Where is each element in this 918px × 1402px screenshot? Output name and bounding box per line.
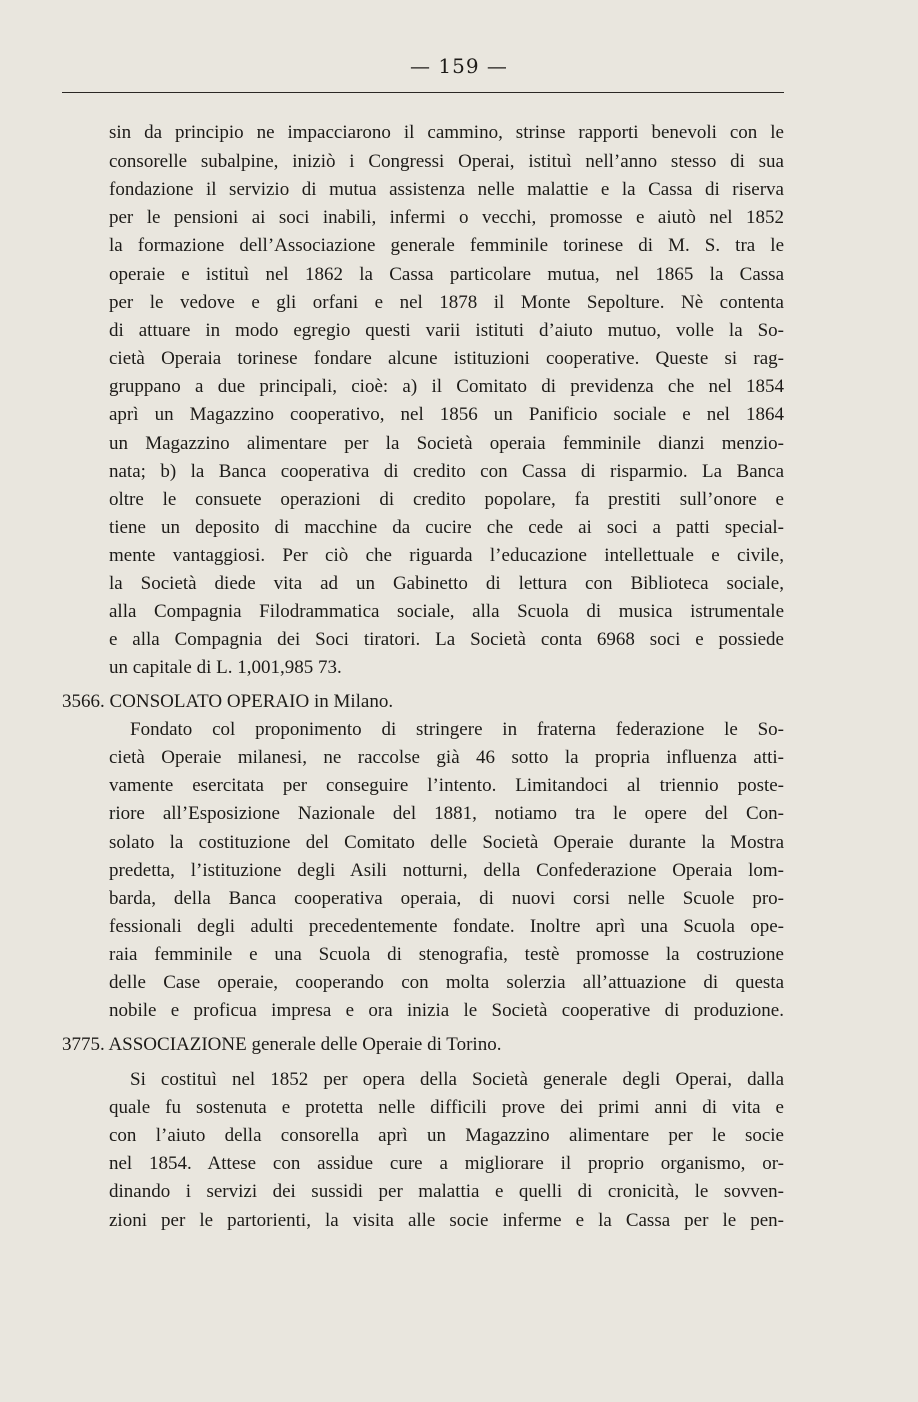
- text-line: cietà Operaie milanesi, ne raccolse già 46 sotto la propria influenza atti-: [109, 747, 784, 768]
- text-line: mente vantaggiosi. Per ciò che riguarda l’educazione intellettuale e civile,: [109, 545, 784, 566]
- text-line: la Società diede vita ad un Gabinetto di lettura con Biblioteca sociale,: [109, 573, 784, 594]
- text-line: gruppano a due principali, cioè: a) il Comitato di previdenza che nel 1854: [109, 376, 784, 397]
- text-line: un Magazzino alimentare per la Società operaia femminile dianzi menzio-: [109, 433, 784, 454]
- text-line: per le vedove e gli orfani e nel 1878 il Monte Sepolture. Nè contenta: [109, 292, 784, 313]
- text-line: di attuare in modo egregio questi varii istituti d’aiuto mutuo, volle la So-: [109, 320, 784, 341]
- text-line: e alla Compagnia dei Soci tiratori. La Società conta 6968 soci e possiede: [109, 629, 784, 650]
- text-line: cietà Operaia torinese fondare alcune istituzioni cooperative. Queste si rag-: [109, 348, 784, 369]
- text-line: raia femminile e una Scuola di stenografia, testè promosse la costruzione: [109, 944, 784, 965]
- text-line: Si costituì nel 1852 per opera della Società generale degli Operai, dalla: [130, 1069, 784, 1090]
- header-rule: [62, 92, 784, 93]
- text-line: quale fu sostenuta e protetta nelle difficili prove dei primi anni di vita e: [109, 1097, 784, 1118]
- text-line: riore all’Esposizione Nazionale del 1881, notiamo tra le opere del Con-: [109, 803, 784, 824]
- text-line: aprì un Magazzino cooperativo, nel 1856 un Panificio sociale e nel 1864: [109, 404, 784, 425]
- text-line: fondazione il servizio di mutua assistenza nelle malattie e la Cassa di riserva: [109, 179, 784, 200]
- text-line: nata; b) la Banca cooperativa di credito con Cassa di risparmio. La Banca: [109, 461, 784, 482]
- text-line: fessionali degli adulti precedentemente fondate. Inoltre aprì una Scuola ope-: [109, 916, 784, 937]
- text-line: solato la costituzione del Comitato delle Società Operaie durante la Mostra: [109, 832, 784, 853]
- page-number: — 159 —: [410, 54, 508, 78]
- text-line: nobile e proficua impresa e ora inizia le Società cooperative di produzione.: [109, 1000, 784, 1021]
- text-line: oltre le consuete operazioni di credito popolare, fa prestiti sull’onore e: [109, 489, 784, 510]
- text-line: la formazione dell’Associazione generale femminile torinese di M. S. tra le: [109, 235, 784, 256]
- text-line: sin da principio ne impacciarono il cammino, strinse rapporti benevoli con le: [109, 122, 784, 143]
- text-line: tiene un deposito di macchine da cucire che cede ai soci a patti special-: [109, 517, 784, 538]
- text-line: vamente esercitata per conseguire l’intento. Limitandoci al triennio poste-: [109, 775, 784, 796]
- text-line: predetta, l’istituzione degli Asili notturni, della Confederazione Operaia lom-: [109, 860, 784, 881]
- text-line: con l’aiuto della consorella aprì un Magazzino alimentare per le socie: [109, 1125, 784, 1146]
- section-heading-3566: 3566. CONSOLATO OPERAIO in Milano.: [62, 691, 394, 712]
- text-line: Fondato col proponimento di stringere in fraterna federazione le So-: [130, 719, 784, 740]
- text-line: nel 1854. Attese con assidue cure a migliorare il proprio organismo, or-: [109, 1153, 784, 1174]
- text-line: operaie e istituì nel 1862 la Cassa particolare mutua, nel 1865 la Cassa: [109, 264, 784, 285]
- section-heading-3775: 3775. ASSOCIAZIONE generale delle Operaie di Torino.: [62, 1034, 502, 1055]
- text-line: alla Compagnia Filodrammatica sociale, alla Scuola di musica istrumentale: [109, 601, 784, 622]
- text-line: delle Case operaie, cooperando con molta solerzia all’attuazione di questa: [109, 972, 784, 993]
- text-line: consorelle subalpine, iniziò i Congressi Operai, istituì nell’anno stesso di sua: [109, 151, 784, 172]
- text-line-last: un capitale di L. 1,001,985 73.: [109, 657, 342, 678]
- text-line: per le pensioni ai soci inabili, infermi o vecchi, promosse e aiutò nel 1852: [109, 207, 784, 228]
- text-line: zioni per le partorienti, la visita alle socie inferme e la Cassa per le pen-: [109, 1210, 784, 1231]
- text-line: barda, della Banca cooperativa operaia, di nuovi corsi nelle Scuole pro-: [109, 888, 784, 909]
- text-line: dinando i servizi dei sussidi per malattia e quelli di cronicità, le sovven-: [109, 1181, 784, 1202]
